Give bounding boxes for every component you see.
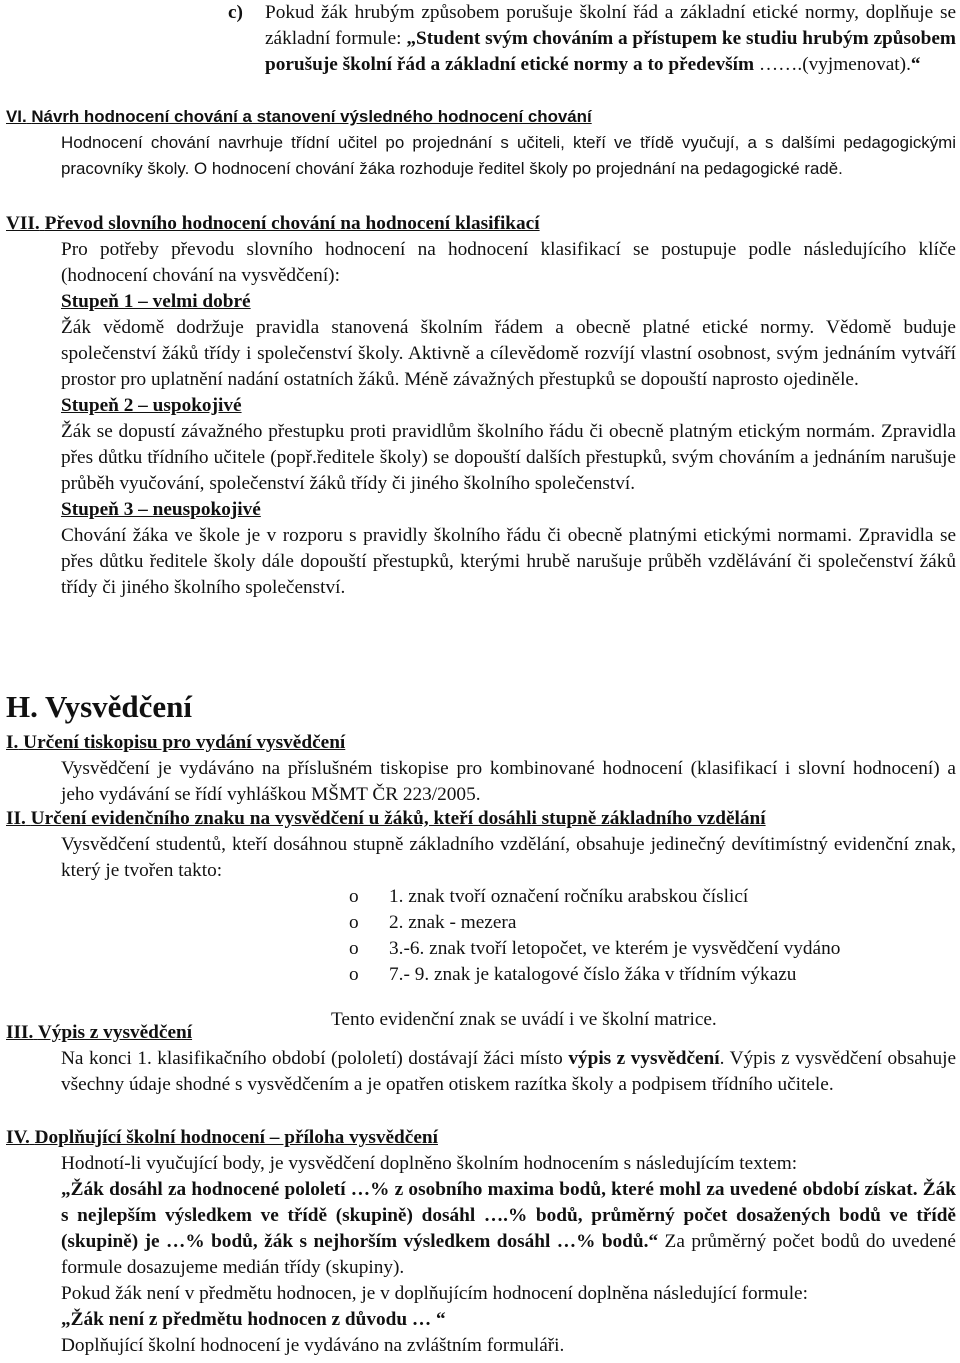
section-heading [6, 806, 956, 832]
section-body [61, 1046, 956, 1098]
section-number: I. [6, 732, 19, 753]
section-title: Výpis z vysvědčení [37, 1022, 193, 1043]
item-c-text [265, 0, 956, 78]
points-formula-text: „Žák dosáhl za hodnocené pololetí …% z osobního maxima bodů, které mohl za uvedené období získat. Žák s nejlepším výsledkem ve třídě (skupině) dosáhl ….% bodů, průměrný počet dosažených bodů ve třídě (skupině) je …% bodů, žák s nejhorším výsledkem dosáhl …% bodů.“ [61, 1179, 956, 1252]
list-item [349, 936, 956, 962]
bullet-icon: o [349, 886, 359, 907]
section-heading [6, 104, 956, 130]
section-iv [6, 1125, 956, 1359]
points-formula [61, 1177, 956, 1281]
list-item-text: 1. znak tvoří označení ročníku arabskou číslicí [389, 886, 749, 907]
bullet-icon: o [349, 964, 359, 985]
section-intro: Hodnotí-li vyučující body, je vysvědčení doplněno školním hodnocením s následujícím textem: [61, 1153, 798, 1174]
section-number: II. [6, 808, 26, 829]
section-body-b: O hodnocení chování žáka rozhoduje ředitel školy po projednání na pedagogické radě. [189, 159, 843, 178]
bullet-icon: o [349, 938, 359, 959]
section-title: Převod slovního hodnocení chování na hodnocení klasifikací [44, 213, 540, 234]
section-body-a: Na konci 1. klasifikačního období (pololetí) dostávají žáci místo [61, 1048, 569, 1069]
section-body [61, 1151, 956, 1359]
list-item-text: 3.-6. znak tvoří letopočet, ve kterém je vysvědčení vydáno [389, 938, 841, 959]
section-heading [6, 1020, 956, 1046]
degree-3-text: Chování žáka ve škole je v rozporu s pravidly školního řádu či obecně platnými etickými normami. Zpravidla se přes důtku ředitele školy dále dopouští přestupků, kterými hrubě narušuje průběh vzdělávání či společenství žáků třídy či jiného školního společenství. [61, 525, 956, 598]
section-number: IV. [6, 1127, 30, 1148]
list-item-text: 2. znak - mezera [389, 912, 517, 933]
section-body [61, 130, 956, 182]
section-number: III. [6, 1022, 34, 1043]
section-intro: Pro potřeby převodu slovního hodnocení na hodnocení klasifikací se postupuje podle následujícího klíče (hodnocení chování na vysvědčení): [61, 239, 956, 286]
list-item [349, 910, 956, 936]
degree-2-text: Žák se dopustí závažného přestupku proti pravidlům školního řádu či obecně platným etickým normám. Zpravidla přes důtku třídního učitele (popř.ředitele školy) se dopouští dalších přestupků, svým chováním a jednáním narušuje průběh vyučování, společenství žáků třídy či jiného školního společenství. [61, 421, 956, 494]
section-body: Vysvědčení studentů, kteří dosáhnou stupně základního vzdělání, obsahuje jedinečný devítimístný evidenční znak, který je tvořen takto: [61, 834, 956, 881]
section-note: Tento evidenční znak se uvádí i ve školní matrice. [331, 1009, 717, 1031]
item-c-formula: „Student svým chováním a přístupem ke studiu hrubým způsobem porušuje školní řád a základní etické normy a to především [265, 28, 956, 75]
section-i [6, 730, 956, 808]
list-item-text: 7.- 9. znak je katalogové číslo žáka v třídním výkazu [389, 964, 797, 985]
section-body-a: Hodnocení chování navrhuje třídní učitel po projednání s učiteli, kteří ve třídě vyučují, a s dalšími pedagogickými pracovníky školy. [61, 133, 956, 178]
list-item [349, 884, 956, 910]
list-item-c [228, 0, 956, 78]
item-c-placeholder: …….(vyjmenovat). [758, 54, 911, 75]
section-body: Vysvědčení je vydáváno na příslušném tiskopise pro kombinované hodnocení (klasifikací i slovní hodnocení) a jeho vydávání se řídí vyhláškou MŠMT ČR 223/2005. [61, 758, 956, 805]
degree-1-title: Stupeň 1 – velmi dobré [61, 291, 251, 312]
item-c-text-a: Pokud žák hrubým způsobem porušuje školní řád a základní etické normy, doplňuje se základní formule: [265, 2, 956, 49]
section-closing: Doplňující školní hodnocení je vydáváno na zvláštním formuláři. [61, 1335, 565, 1356]
section-number: VII. [6, 213, 40, 234]
section-title: Doplňující školní hodnocení – příloha vysvědčení [34, 1127, 438, 1148]
section-body-bold: výpis z vysvědčení [568, 1048, 720, 1069]
section-ii [6, 806, 956, 1033]
section-heading [6, 1125, 956, 1151]
section-number: VI. [6, 107, 27, 126]
degree-2-title: Stupeň 2 – uspokojivé [61, 395, 242, 416]
absent-intro: Pokud žák není v předmětu hodnocen, je v doplňujícím hodnocení doplněna následující formule: [61, 1283, 808, 1304]
section-vii [6, 211, 956, 601]
section-heading [6, 211, 956, 237]
section-body [61, 237, 956, 601]
bullet-icon: o [349, 912, 359, 933]
section-title: Určení evidenčního znaku na vysvědčení u žáků, kteří dosáhli stupně základního vzdělání [30, 808, 766, 829]
degree-1-text: Žák vědomě dodržuje pravidla stanovená školním řádem a obecně platné etické normy. Vědomě buduje společenství žáků třídy i společenství školy. Aktivně a cílevědomě rozvíjí vlastní osobnost, svým jednáním vytváří prostor pro uplatnění nadání ostatních žáků. Méně závažných přestupků se dopouští naprosto ojediněle. [61, 317, 956, 390]
section-vi [6, 104, 956, 182]
section-title: Určení tiskopisu pro vydání vysvědčení [23, 732, 346, 753]
section-title: Návrh hodnocení chování a stanovení výsledného hodnocení chování [31, 107, 592, 126]
code-list [349, 884, 956, 988]
item-label: c) [228, 2, 243, 23]
section-body-b: . Výpis z vysvědčení obsahuje všechny údaje shodné s vysvědčením a je opatřen otiskem razítka školy a podpisem třídního učitele. [61, 1048, 957, 1095]
absent-formula: „Žák není z předmětu hodnocen z důvodu … “ [61, 1309, 446, 1330]
chapter-title: H. Vysvědčení [6, 689, 193, 724]
list-item [349, 962, 956, 988]
section-heading [6, 730, 956, 756]
item-c-quote-end: “ [910, 54, 921, 75]
section-iii [6, 1020, 956, 1098]
points-formula-note: Za průměrný počet bodů do uvedené formule dosazujeme medián třídy (skupiny). [61, 1231, 956, 1278]
degree-3-title: Stupeň 3 – neuspokojivé [61, 499, 261, 520]
